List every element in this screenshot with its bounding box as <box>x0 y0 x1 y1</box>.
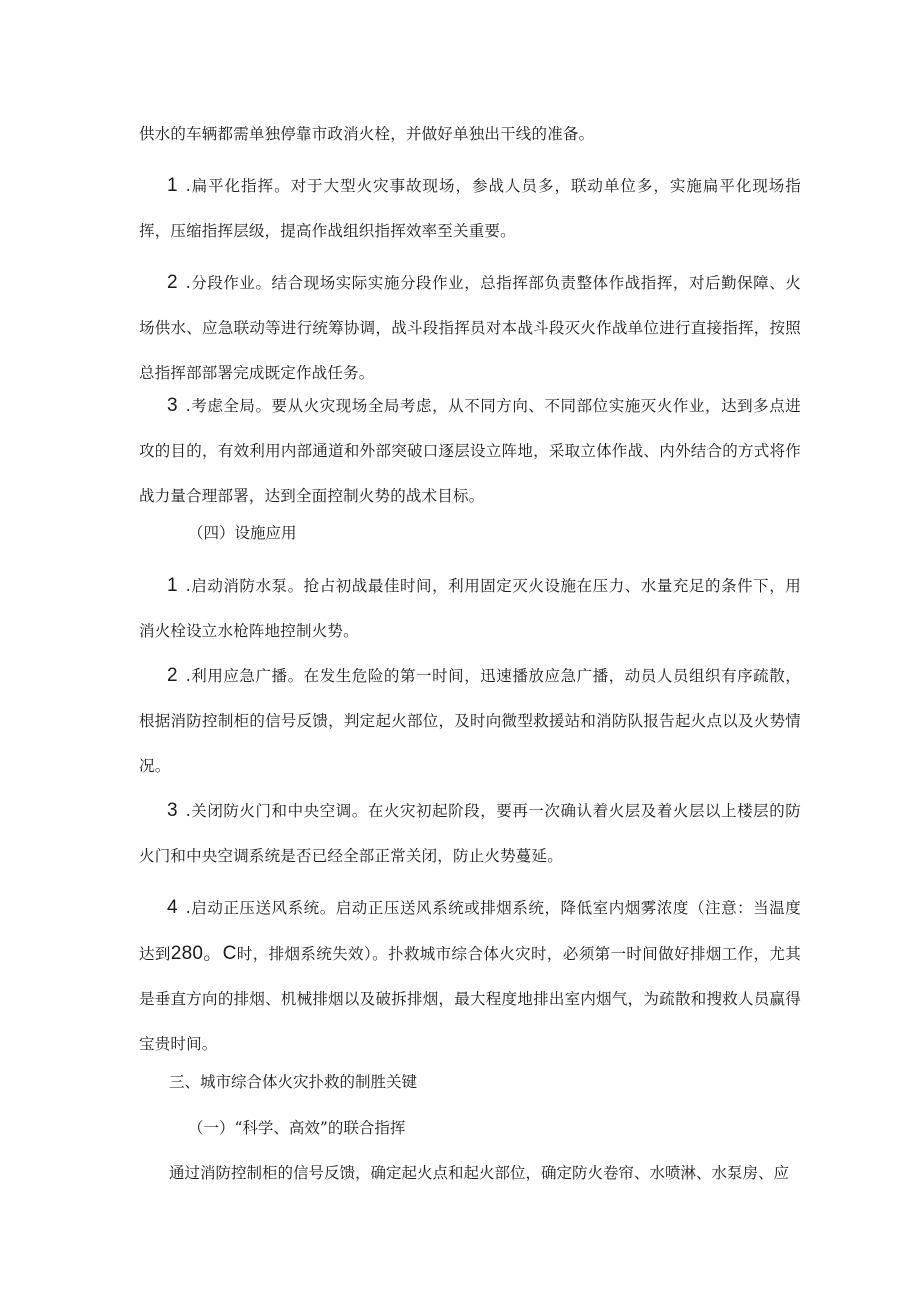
paragraph-positive-pressure <box>139 885 801 1067</box>
paragraph-fire-pump <box>139 563 801 654</box>
heading-text: 三、城市综合体火灾扑救的制胜关键 <box>169 1073 418 1091</box>
paragraph-text: 供水的车辆都需单独停靠市政消火栓，并做好单独出干线的准备。 <box>139 125 595 143</box>
paragraph-text: .启动正压送风系统。启动正压送风系统或排烟系统，降低室内烟雾浓度（注意：当温度达到 <box>139 899 801 963</box>
paragraph-emergency-broadcast <box>139 653 801 789</box>
paragraph-text: 通过消防控制柜的信号反馈，确定起火点和起火部位，确定防火卷帘、水喷淋、水泵房、应 <box>169 1164 790 1182</box>
paragraph-text: .分段作业。结合现场实际实施分段作业，总指挥部负责整体作战指挥，对后勤保障、火场供水、应急联动等进行统筹协调，战斗段指挥员对本战斗段灭火作战单位进行直接指挥，按照总指挥部部署完成既定作战任务。 <box>139 274 801 382</box>
temperature-value: 280。C <box>170 943 237 964</box>
item-number: 3 <box>167 800 178 821</box>
section-heading-facilities <box>188 518 297 548</box>
section-heading-joint-command <box>188 1113 405 1143</box>
paragraph-overall-consideration <box>139 383 801 519</box>
paragraph-flat-command <box>139 163 801 254</box>
heading-text: （一）“科学、高效”的联合指挥 <box>188 1119 406 1137</box>
item-number: 1 <box>167 175 178 196</box>
paragraph-control-cabinet <box>169 1158 809 1188</box>
paragraph-water-supply <box>139 112 801 157</box>
item-number: 1 <box>167 575 178 596</box>
item-number: 2 <box>167 272 178 293</box>
item-number: 3 <box>167 395 178 416</box>
item-number: 4 <box>167 897 178 918</box>
paragraph-text: .利用应急广播。在发生危险的第一时间，迅速播放应急广播，动员人员组织有序疏散，根据消防控制柜的信号反馈，判定起火部位，及时向微型救援站和消防队报告起火点以及火势情况。 <box>139 667 801 775</box>
paragraph-text: .扁平化指挥。对于大型火灾事故现场，参战人员多，联动单位多，实施扁平化现场指挥，压缩指挥层级，提高作战组织指挥效率至关重要。 <box>139 177 801 240</box>
paragraph-text: .关闭防火门和中央空调。在火灾初起阶段，要再一次确认着火层及着火层以上楼层的防火门和中央空调系统是否已经全部正常关闭，防止火势蔓延。 <box>139 802 801 865</box>
item-number: 2 <box>167 665 178 686</box>
paragraph-text: 时，排烟系统失效）。扑救城市综合体火灾时，必须第一时间做好排烟工作，尤其是垂直方向的排烟、机械排烟以及破拆排烟，最大程度地排出室内烟气，为疏散和搜救人员赢得宝贵时间。 <box>139 945 801 1053</box>
paragraph-segmented-operation <box>139 260 801 396</box>
chapter-heading-keys <box>169 1067 417 1097</box>
paragraph-text: .考虑全局。要从火灾现场全局考虑，从不同方向、不同部位实施灭火作业，达到多点进攻的目的，有效利用内部通道和外部突破口逐层设立阵地，采取立体作战、内外结合的方式将作战力量合理部署，达到全面控制火势的战术目标。 <box>139 397 801 505</box>
paragraph-text: .启动消防水泵。抢占初战最佳时间，利用固定灭火设施在压力、水量充足的条件下，用消火栓设立水枪阵地控制火势。 <box>139 577 801 640</box>
heading-text: （四）设施应用 <box>188 524 297 542</box>
paragraph-close-fire-doors <box>139 788 801 879</box>
